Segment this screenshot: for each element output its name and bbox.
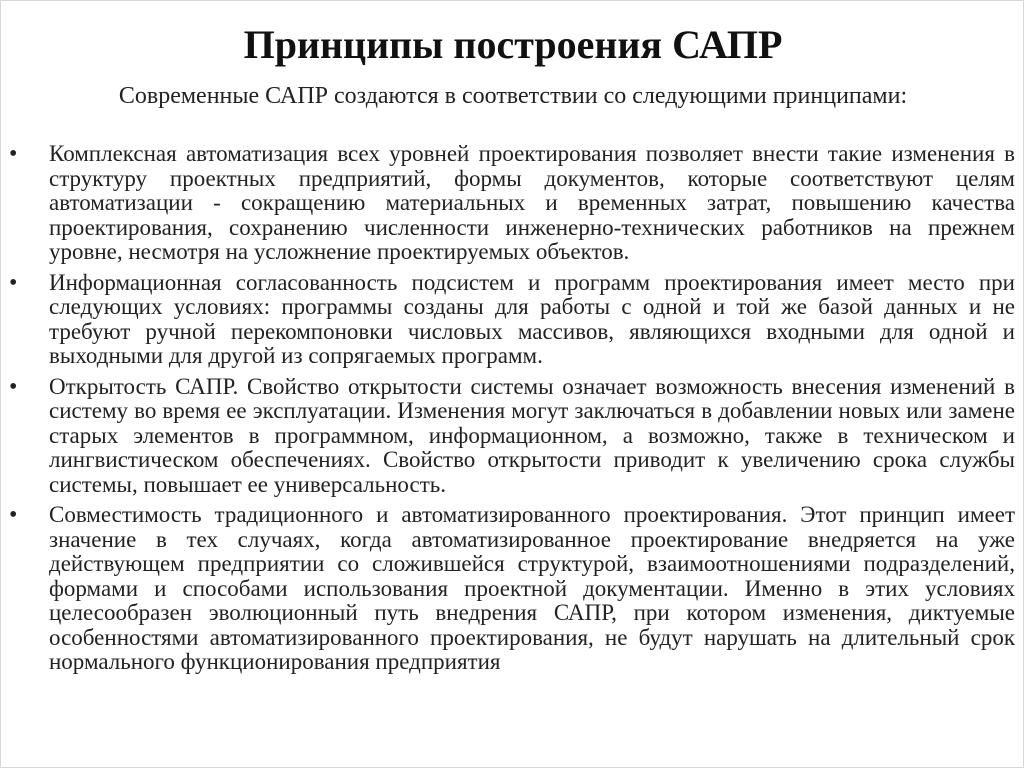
slide-subtitle: Современные САПР создаются в соответствии со следующими принципами: bbox=[118, 83, 908, 109]
slide-title: Принципы построения САПР bbox=[243, 22, 783, 67]
bullet-item bbox=[9, 503, 1015, 675]
bullet-text: Открытость САПР. Свойство открытости системы означает возможность внесения изменений в систему во время ее эксплуатации. Изменения могут заключаться в добавлении новых или замене старых элементов в программном, информационном, а возможно, также в техническом и лингвистическом обеспечениях. Свойство открытости приводит к увеличению срока службы системы, повышает ее универсальность. bbox=[49, 373, 1015, 497]
bullet-text: Совместимость традиционного и автоматизированного проектирования. Этот принцип имеет значение в тех случаях, когда автоматизированное проектирование внедряется на уже действующем предприятии со сложившейся структурой, взаимоотношениями подразделений, формами и способами использования проектной документации. Именно в этих условиях целесообразен эволюционный путь внедрения САПР, при котором изменения, диктуемые особенностями автоматизированного проектирования, не будут нарушать на длительный срок нормального функционирования предприятия bbox=[49, 502, 1015, 674]
bullet-text: Информационная согласованность подсистем и программ проектирования имеет место при следующих условиях: программы созданы для работы с одной и той же базой данных и не требуют ручной перекомпоновки числовых массивов, являющихся входными для одной и выходными для другой из сопрягаемых программ. bbox=[49, 269, 1015, 368]
bullet-dot-icon: • bbox=[9, 141, 18, 167]
bullet-item bbox=[9, 142, 1015, 265]
bullet-list bbox=[9, 142, 1015, 681]
bullet-dot-icon: • bbox=[9, 373, 18, 400]
bullet-dot-icon: • bbox=[9, 269, 18, 296]
bullet-dot-icon: • bbox=[9, 502, 18, 528]
bullet-item bbox=[9, 271, 1015, 369]
bullet-text: Комплексная автоматизация всех уровней проектирования позволяет внести такие изменения в структуру проектных предприятий, формы документов, которые соответствуют целям автоматизации - сокращению материальных и временных затрат, повышению качества проектирования, сохранению численности инженерно-технических работников на прежнем уровне, несмотря на усложнение проектируемых объектов. bbox=[49, 141, 1015, 264]
bullet-item bbox=[9, 375, 1015, 498]
